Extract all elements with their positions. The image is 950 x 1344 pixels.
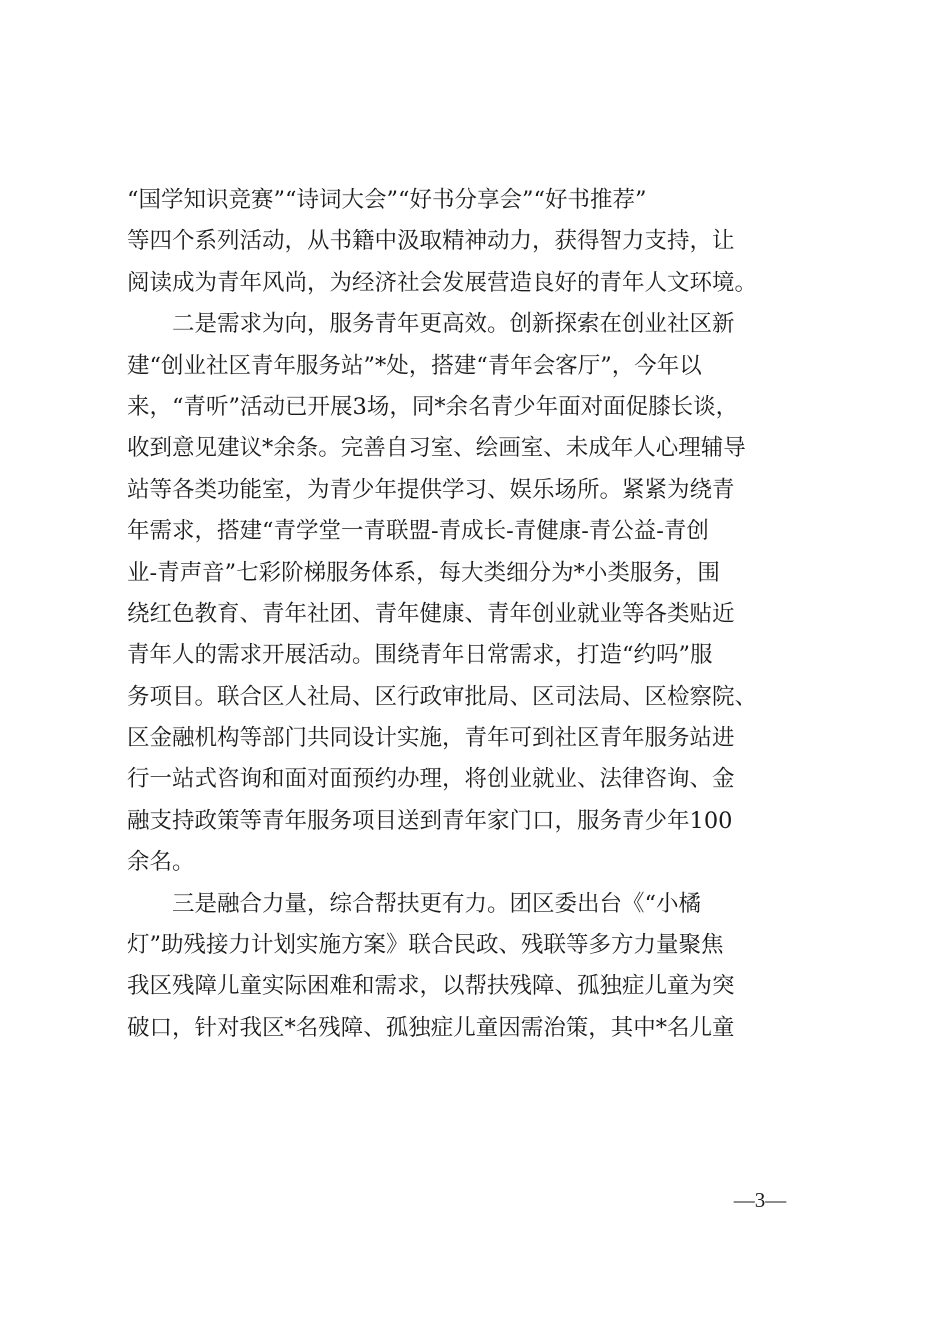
text-line: 行一站式咨询和面对面预约办理，将创业就业、法律咨询、金 — [127, 766, 735, 793]
text-line: 绕红色教育、青年社团、青年健康、青年创业就业等各类贴近 — [127, 600, 735, 627]
text-line: 融支持政策等青年服务项目送到青年家门口，服务青少年100 — [127, 807, 733, 834]
text-line: 务项目。联合区人社局、区行政审批局、区司法局、区检察院、 — [127, 683, 758, 710]
text-line: 年需求，搭建“青学堂一青联盟-青成长-青健康-青公益-青创 — [127, 518, 709, 545]
text-line: 余名。 — [127, 849, 195, 876]
text-line: 破口，针对我区*名残障、孤独症儿童因需治策，其中*名儿童 — [127, 1014, 735, 1041]
text-line: 灯”助残接力计划实施方案》联合民政、残联等多方力量聚焦 — [127, 932, 724, 959]
paragraph-start-line: 二是需求为向，服务青年更高效。创新探索在创业社区新 — [127, 311, 735, 338]
paragraph-start-line: 三是融合力量，综合帮扶更有力。团区委出台《“小橘 — [127, 890, 702, 917]
text-line: 建“创业社区青年服务站”*处，搭建“青年会客厅”，今年以 — [127, 352, 702, 379]
text-line: 收到意见建议*余条。完善自习室、绘画室、未成年人心理辅导 — [127, 435, 746, 462]
body-text — [127, 180, 827, 1049]
text-line: “国学知识竞赛”“诗词大会”“好书分享会”“好书推荐” — [127, 187, 647, 213]
text-line: 阅读成为青年风尚，为经济社会发展营造良好的青年人文环境。 — [127, 269, 758, 296]
text-line: 站等各类功能室，为青少年提供学习、娱乐场所。紧紧为绕青 — [127, 476, 735, 503]
text-line: 我区残障儿童实际困难和需求，以帮扶残障、孤独症儿童为突 — [127, 973, 735, 1000]
text-line: 来，“青听”活动已开展3场，同*余名青少年面对面促膝长谈， — [127, 393, 739, 420]
text-line: 区金融机构等部门共同设计实施，青年可到社区青年服务站进 — [127, 725, 735, 752]
page-number: —3— — [733, 1188, 787, 1212]
text-line: 青年人的需求开展活动。围绕青年日常需求，打造“约吗”服 — [127, 642, 713, 669]
text-line: 业-青声音”七彩阶梯服务体系，每大类细分为*小类服务，围 — [127, 559, 720, 586]
text-line: 等四个系列活动，从书籍中汲取精神动力，获得智力支持，让 — [127, 228, 735, 255]
